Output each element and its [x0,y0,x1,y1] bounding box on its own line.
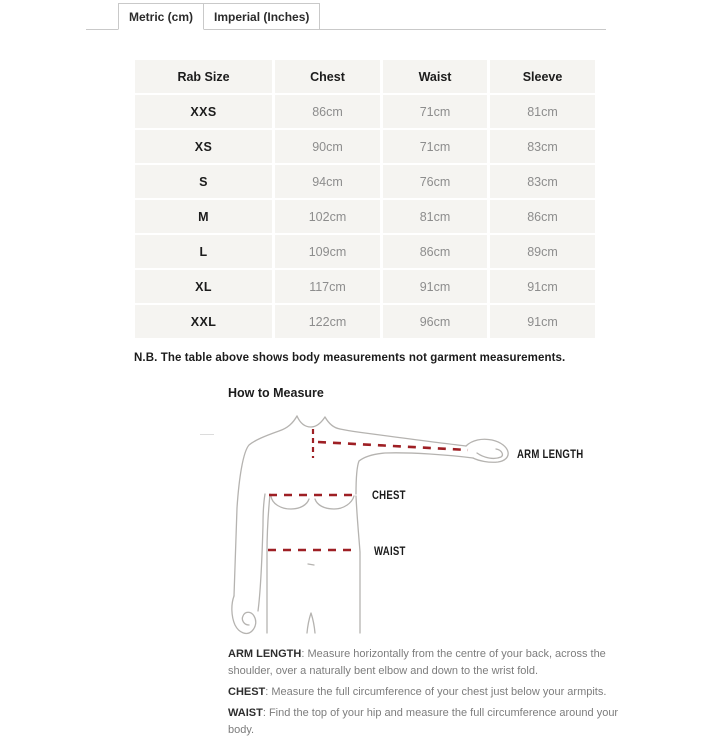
waist-value: 81cm [383,200,487,233]
instruction-text: : Measure horizontally from the centre of your back, across the shoulder, over a naturally bent elbow and down to the wrist fold. [228,648,606,677]
thumb-curl [477,449,502,458]
collar-dip [297,416,325,427]
chest-value: 122cm [275,305,380,338]
chest-label: CHEST [372,488,406,502]
right-collar [325,417,340,429]
waist-value: 71cm [383,130,487,163]
waist-value: 76cm [383,165,487,198]
tab-bar-spacer [86,28,118,29]
inner-arm-line [258,494,265,611]
waist-value: 96cm [383,305,487,338]
tab-imperial-inches[interactable]: Imperial (Inches) [203,3,320,29]
crotch-line [307,613,315,633]
instruction-text: : Measure the full circumference of your chest just below your armpits. [265,686,607,698]
instruction-arm-length [228,646,622,680]
size-label: XXL [135,305,272,338]
unit-tab-bar [86,3,606,30]
size-label: XL [135,270,272,303]
sleeve-value: 91cm [490,305,595,338]
col-header-sleeve: Sleeve [490,60,595,93]
instruction-term: CHEST [228,686,266,698]
waist-value: 86cm [383,235,487,268]
left-pec-curve [271,496,309,509]
col-header-waist: Waist [383,60,487,93]
size-label: M [135,200,272,233]
chest-value: 117cm [275,270,380,303]
waist-value: 91cm [383,270,487,303]
chest-value: 86cm [275,95,380,128]
tab-metric-cm[interactable]: Metric (cm) [118,3,204,30]
size-label: XS [135,130,272,163]
waist-value: 71cm [383,95,487,128]
navel-mark [308,564,314,565]
torso-right-edge [356,496,360,633]
sleeve-value: 81cm [490,95,595,128]
waist-label: WAIST [374,544,406,558]
chest-value: 102cm [275,200,380,233]
measurement-instructions [228,646,622,743]
body-measurements-note: N.B. The table above shows body measurements not garment measurements. [134,352,566,364]
size-label: L [135,235,272,268]
instruction-term: WAIST [228,707,263,719]
chest-value: 109cm [275,235,380,268]
left-hand-outline [232,596,256,633]
size-label: S [135,165,272,198]
instruction-text: : Find the top of your hip and measure the full circumference around your body. [228,707,619,736]
arm-top-edge [340,429,466,446]
col-header-rab-size: Rab Size [135,60,272,93]
size-label: XXS [135,95,272,128]
sleeve-value: 83cm [490,165,595,198]
torso-left-edge [267,494,270,633]
sleeve-value: 86cm [490,200,595,233]
instruction-chest [228,684,622,701]
right-hand-outline [466,439,508,462]
chest-value: 90cm [275,130,380,163]
sleeve-value: 83cm [490,130,595,163]
body-outline-path [234,416,297,596]
body-outline-figure [225,408,517,640]
sleeve-value: 91cm [490,270,595,303]
sleeve-value: 89cm [490,235,595,268]
chest-value: 94cm [275,165,380,198]
instruction-term: ARM LENGTH [228,648,302,660]
how-to-measure-heading: How to Measure [228,386,324,400]
instruction-waist [228,705,622,739]
divider-fragment [200,434,214,435]
col-header-chest: Chest [275,60,380,93]
right-pec-curve [315,496,354,509]
arm-length-label: ARM LENGTH [517,447,584,461]
size-table [135,60,595,338]
